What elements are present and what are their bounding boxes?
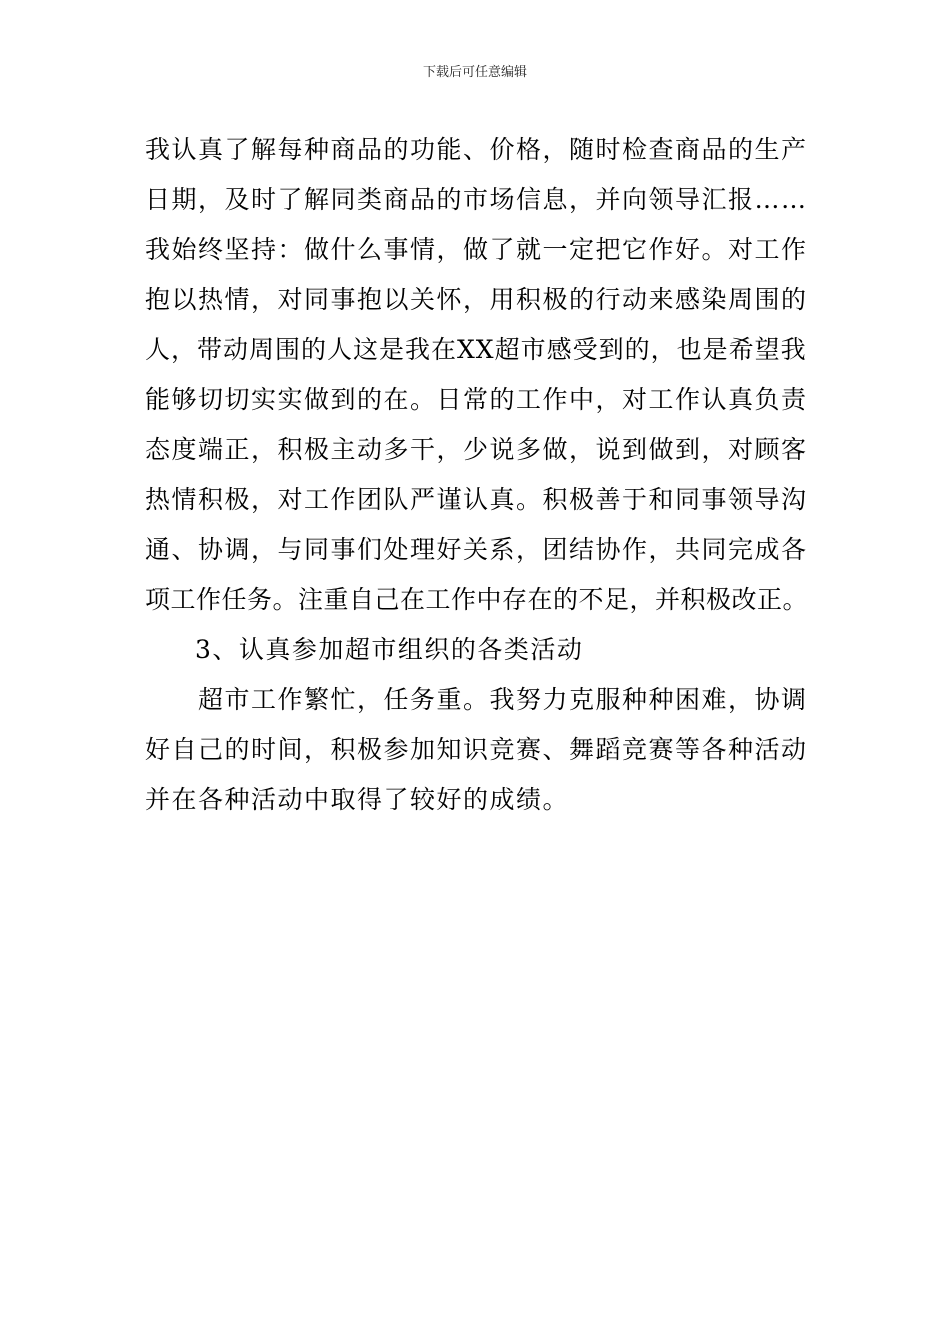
text-line: 能够切切实实做到的在。日常的工作中，对工作认真负责 xyxy=(145,385,808,414)
text-line: 并在各种活动中取得了较好的成绩。 xyxy=(145,785,570,814)
text-line: 我始终坚持：做什么事情，做了就一定把它作好。对工作 xyxy=(145,235,808,264)
text-line: 日期，及时了解同类商品的市场信息，并向领导汇报…… xyxy=(145,185,808,214)
text-line: 好自己的时间，积极参加知识竞赛、舞蹈竞赛等各种活动 xyxy=(145,735,808,764)
page-header: 下载后可任意编辑 xyxy=(422,65,527,80)
section-heading: 3、认真参加超市组织的各类活动 xyxy=(195,635,584,664)
text-line: 超市工作繁忙，任务重。我努力克服种种困难，协调 xyxy=(198,685,808,714)
text-line: 抱以热情，对同事抱以关怀，用积极的行动来感染周围的 xyxy=(145,285,808,314)
text-line: 我认真了解每种商品的功能、价格，随时检查商品的生产 xyxy=(145,135,808,164)
text-line: 通、协调，与同事们处理好关系，团结协作，共同完成各 xyxy=(145,535,808,564)
text-line: 热情积极，对工作团队严谨认真。积极善于和同事领导沟 xyxy=(145,485,808,514)
text-line: 人，带动周围的人这是我在XX超市感受到的，也是希望我 xyxy=(145,335,807,364)
text-line: 项工作任务。注重自己在工作中存在的不足，并积极改正。 xyxy=(145,585,809,614)
text-line: 态度端正，积极主动多干，少说多做，说到做到，对顾客 xyxy=(145,435,808,464)
